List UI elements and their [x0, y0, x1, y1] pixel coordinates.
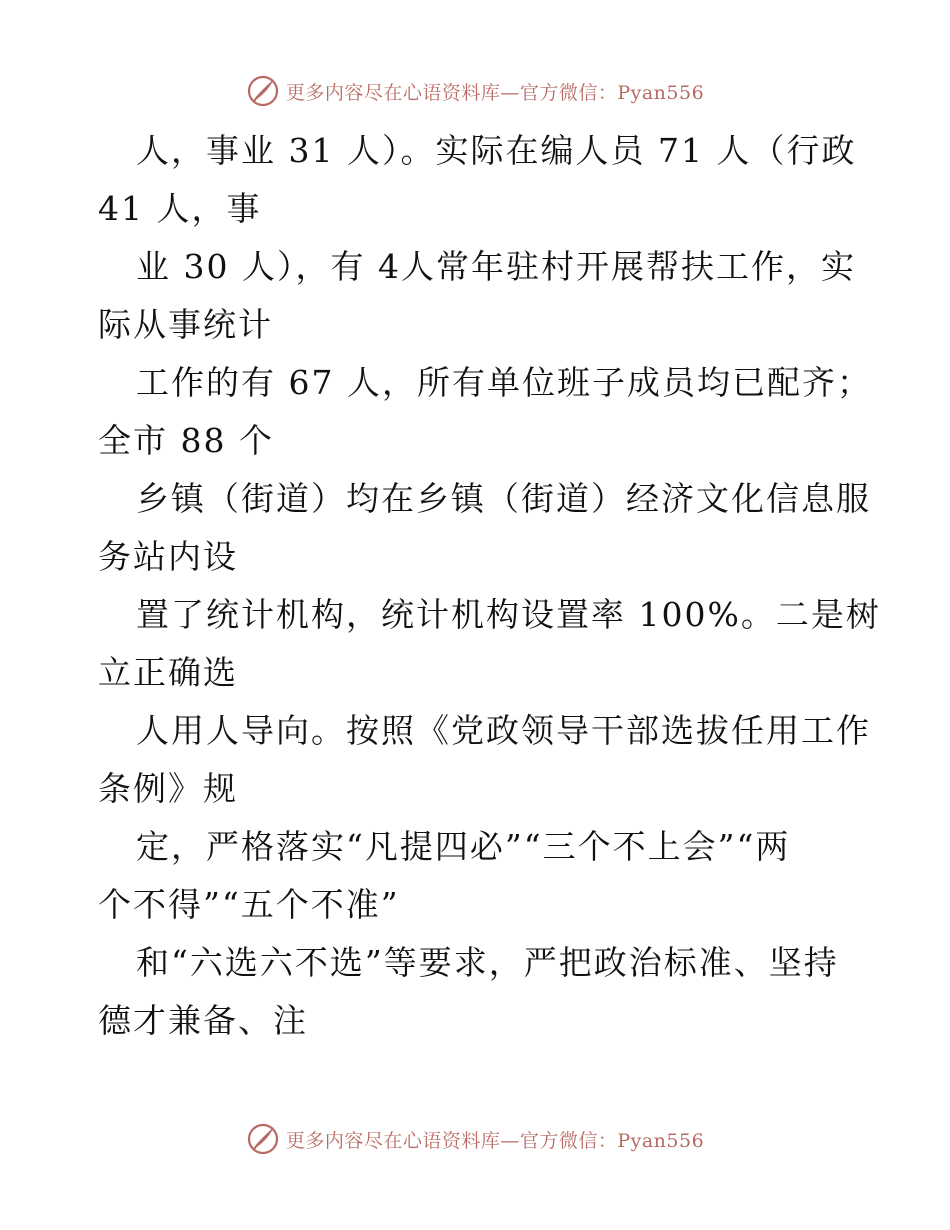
body-line: 乡镇（街道）均在乡镇（街道）经济文化信息服 — [136, 479, 871, 518]
document-body — [98, 122, 881, 1050]
quill-seal-icon — [246, 74, 280, 108]
header-watermark — [0, 71, 950, 111]
quill-seal-icon — [246, 1122, 280, 1156]
body-line: 全市 88 个 — [98, 421, 274, 460]
body-line: 和“六选六不选”等要求，严把政治标准、坚持 — [136, 943, 839, 982]
watermark-text: 更多内容尽在心语资料库—官方微信：Pyan556 — [285, 1129, 705, 1152]
footer-watermark — [0, 1119, 950, 1159]
watermark-text: 更多内容尽在心语资料库—官方微信：Pyan556 — [285, 81, 705, 104]
body-line: 定，严格落实“凡提四必”“三个不上会”“两 — [136, 827, 791, 866]
body-line: 工作的有 67 人，所有单位班子成员均已配齐； — [136, 363, 872, 402]
body-line: 置了统计机构，统计机构设置率 100%。二是树 — [136, 595, 881, 634]
body-line: 个不得”“五个不准” — [98, 885, 400, 924]
body-line: 人用人导向。按照《党政领导干部选拔任用工作 — [136, 711, 871, 750]
body-line: 人，事业 31 人）。实际在编人员 71 人（行政 — [136, 131, 857, 170]
body-line: 际从事统计 — [98, 305, 273, 344]
body-line: 条例》规 — [98, 769, 238, 808]
body-line: 业 30 人），有 4人常年驻村开展帮扶工作，实 — [136, 247, 856, 286]
body-line: 务站内设 — [98, 537, 238, 576]
body-line: 41 人，事 — [98, 189, 262, 228]
body-line: 德才兼备、注 — [98, 1001, 308, 1040]
body-line: 立正确选 — [98, 653, 238, 692]
